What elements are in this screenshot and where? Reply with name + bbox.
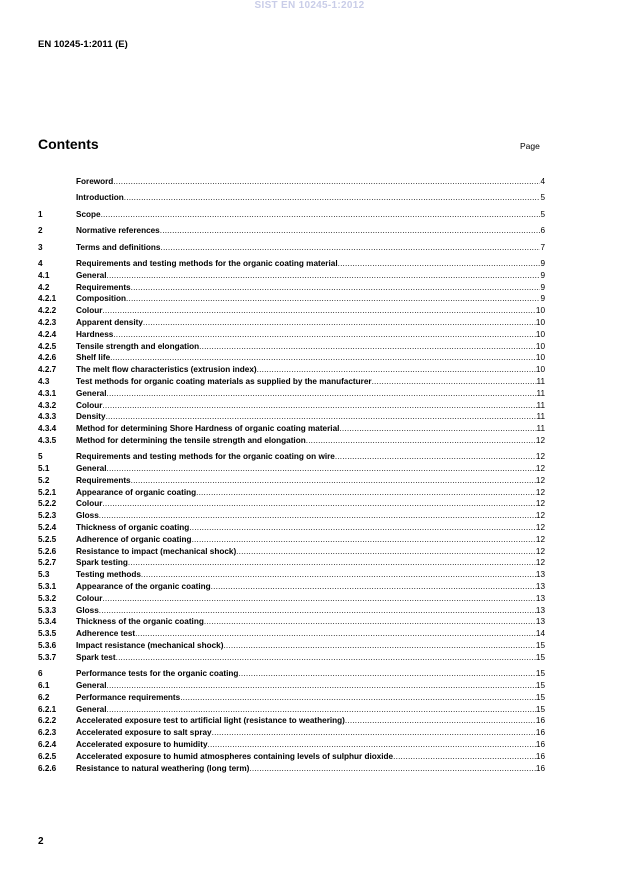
toc-entry-title: Terms and definitions — [76, 242, 161, 252]
toc-leader-dots — [223, 640, 535, 652]
toc-leader-dots — [236, 546, 536, 558]
toc-entry[interactable] — [38, 329, 545, 341]
toc-entry-page: 6 — [540, 226, 545, 236]
toc-entry-number: 5.3.6 — [38, 641, 57, 651]
toc-entry-title: Testing methods — [76, 570, 141, 580]
toc-entry[interactable] — [38, 282, 545, 294]
toc-entry[interactable] — [38, 640, 545, 652]
toc-entry-title: Gloss — [76, 511, 99, 521]
toc-entry[interactable] — [38, 546, 545, 558]
toc-entry-number: 5.3.1 — [38, 582, 57, 592]
toc-leader-dots — [208, 739, 536, 751]
toc-entry-number: 4.2.4 — [38, 329, 57, 339]
toc-entry[interactable] — [38, 411, 545, 423]
toc-entry-page: 15 — [535, 669, 545, 679]
toc-entry-title: Apparent density — [76, 317, 143, 327]
toc-leader-dots — [335, 451, 536, 463]
toc-entry[interactable] — [38, 435, 545, 447]
toc-entry[interactable] — [38, 557, 545, 569]
toc-entry-title: Adherence test — [76, 629, 136, 639]
toc-entry-title: General — [76, 388, 107, 398]
toc-entry[interactable] — [38, 534, 545, 546]
toc-entry-page: 4 — [540, 177, 545, 186]
toc-entry-title: Spark testing — [76, 558, 128, 568]
toc-entry-title: Accelerated exposure to salt spray — [76, 728, 212, 738]
toc-leader-dots — [106, 411, 537, 423]
toc-entry[interactable] — [38, 364, 545, 376]
toc-entry-page: 13 — [535, 617, 545, 627]
toc-entry-page: 16 — [535, 763, 545, 773]
toc-entry[interactable] — [38, 593, 545, 605]
toc-entry-number: 4.2 — [38, 282, 50, 292]
toc-entry-title: Foreword — [76, 177, 114, 186]
document-id: EN 10245-1:2011 (E) — [38, 39, 128, 50]
toc-entry[interactable] — [38, 692, 545, 704]
toc-entry[interactable] — [38, 317, 545, 329]
toc-entry-number: 4.3.2 — [38, 400, 57, 410]
toc-entry-title: General — [76, 681, 107, 691]
toc-entry-title: The melt flow characteristics (extrusion index) — [76, 365, 257, 375]
toc-entry-page: 12 — [535, 534, 545, 544]
toc-entry[interactable] — [38, 616, 545, 628]
toc-entry-title: Resistance to impact (mechanical shock) — [76, 546, 237, 556]
toc-entry-page: 10 — [535, 353, 545, 363]
toc-entry-number: 5.3 — [38, 570, 50, 580]
toc-entry-page: 9 — [540, 270, 545, 280]
toc-entry-title: Accelerated exposure to humidity — [76, 740, 208, 750]
toc-entry-title: Colour — [76, 306, 103, 316]
toc-entry[interactable] — [38, 423, 545, 435]
toc-entry-title: Impact resistance (mechanical shock) — [76, 641, 224, 651]
toc-entry-title: Method for determining Shore Hardness of organic coating material — [76, 424, 340, 434]
toc-entry-page: 11 — [536, 388, 545, 398]
toc-entry-title: General — [76, 704, 107, 714]
toc-entry-number: 4.3.3 — [38, 412, 57, 422]
toc-entry-title: Appearance of organic coating — [76, 487, 197, 497]
toc-leader-dots — [113, 176, 540, 188]
toc-entry-number: 5.3.3 — [38, 605, 57, 615]
toc-entry[interactable] — [38, 727, 545, 739]
toc-leader-dots — [180, 692, 536, 704]
toc-entry-title: Appearance of the organic coating — [76, 582, 211, 592]
toc-entry-page: 12 — [535, 523, 545, 533]
toc-entry-page: 12 — [535, 435, 545, 445]
toc-entry-number: 5.2.4 — [38, 523, 57, 533]
toc-entry-number: 3 — [38, 242, 43, 252]
toc-entry-number: 4.2.2 — [38, 306, 57, 316]
toc-entry-page: 12 — [535, 452, 545, 462]
toc-entry-page: 9 — [540, 282, 545, 292]
toc-entry[interactable] — [38, 569, 545, 581]
toc-entry-page: 13 — [535, 570, 545, 580]
toc-leader-dots — [160, 225, 541, 237]
toc-entry-page: 12 — [535, 558, 545, 568]
toc-leader-dots — [249, 763, 536, 775]
toc-entry-page: 15 — [535, 681, 545, 691]
toc-entry-number: 4.2.3 — [38, 317, 57, 327]
toc-leader-dots — [107, 388, 537, 400]
toc-entry-title: Scope — [76, 209, 101, 219]
toc-entry[interactable] — [38, 270, 545, 282]
toc-entry[interactable] — [38, 209, 545, 221]
toc-entry[interactable] — [38, 376, 545, 388]
toc-entry-number: 5.3.5 — [38, 629, 57, 639]
toc-entry[interactable] — [38, 628, 545, 640]
toc-entry[interactable] — [38, 451, 545, 463]
toc-entry-number: 6.2 — [38, 692, 50, 702]
toc-leader-dots — [107, 463, 536, 475]
toc-entry-number: 5.2.3 — [38, 511, 57, 521]
toc-entry-title: Adherence of organic coating — [76, 534, 192, 544]
toc-leader-dots — [102, 305, 536, 317]
toc-leader-dots — [199, 341, 536, 353]
toc-entry-title: Spark test — [76, 652, 116, 662]
toc-leader-dots — [102, 593, 536, 605]
toc-entry-page: 11 — [536, 424, 545, 434]
toc-entry[interactable] — [38, 498, 545, 510]
toc-leader-dots — [107, 680, 536, 692]
toc-entry[interactable] — [38, 680, 545, 692]
toc-entry-number: 6.2.4 — [38, 740, 57, 750]
toc-leader-dots — [102, 400, 536, 412]
toc-entry[interactable] — [38, 242, 545, 254]
toc-entry[interactable] — [38, 522, 545, 534]
toc-entry-page: 16 — [535, 728, 545, 738]
toc-entry-number: 5.2.1 — [38, 487, 57, 497]
toc-entry-page: 5 — [540, 209, 545, 219]
toc-entry-number: 4 — [38, 258, 43, 268]
toc-leader-dots — [110, 352, 536, 364]
toc-entry-page: 12 — [535, 475, 545, 485]
toc-entry-page: 12 — [535, 464, 545, 474]
toc-entry-title: Normative references — [76, 226, 160, 236]
toc-entry-title: Introduction — [76, 193, 124, 203]
toc-entry-title: Accelerated exposure to humid atmospheres containing levels of sulphur dioxide — [76, 751, 394, 761]
toc-entry-number: 5.2.6 — [38, 546, 57, 556]
toc-entry-page: 9 — [540, 294, 545, 304]
toc-entry-title: Thickness of organic coating — [76, 523, 190, 533]
toc-leader-dots — [189, 522, 536, 534]
toc-entry[interactable] — [38, 652, 545, 664]
toc-entry-number: 2 — [38, 226, 43, 236]
toc-leader-dots — [116, 652, 536, 664]
toc-entry-page: 16 — [535, 716, 545, 726]
toc-entry-title: Resistance to natural weathering (long term) — [76, 763, 250, 773]
toc-entry-title: Density — [76, 412, 106, 422]
toc-entry[interactable] — [38, 388, 545, 400]
toc-entry[interactable] — [38, 704, 545, 716]
toc-entry-number: 6.1 — [38, 681, 50, 691]
toc-entry-number: 4.2.7 — [38, 365, 57, 375]
page-column-label: Page — [520, 141, 540, 151]
toc-entry-page: 12 — [535, 511, 545, 521]
toc-leader-dots — [372, 376, 537, 388]
toc-entry-page: 5 — [540, 193, 545, 203]
toc-entry-number: 6.2.1 — [38, 704, 57, 714]
toc-entry-number: 5.1 — [38, 464, 50, 474]
toc-entry[interactable] — [38, 305, 545, 317]
toc-entry-page: 9 — [540, 258, 545, 268]
toc-entry-number: 5 — [38, 452, 43, 462]
toc-entry[interactable] — [38, 739, 545, 751]
toc-entry[interactable] — [38, 581, 545, 593]
toc-entry[interactable] — [38, 510, 545, 522]
toc-leader-dots — [128, 557, 536, 569]
toc-entry-title: Test methods for organic coating materials as supplied by the manufacturer — [76, 376, 372, 386]
toc-entry-title: Colour — [76, 400, 103, 410]
toc-leader-dots — [338, 258, 541, 270]
toc-leader-dots — [204, 616, 536, 628]
toc-entry-page: 14 — [535, 629, 545, 639]
toc-leader-dots — [393, 751, 536, 763]
toc-leader-dots — [131, 282, 541, 294]
toc-entry-title: Method for determining the tensile strength and elongation — [76, 435, 306, 445]
toc-entry-number: 4.3.5 — [38, 435, 57, 445]
contents-heading: Contents — [38, 136, 99, 152]
toc-entry-page: 10 — [535, 365, 545, 375]
toc-entry[interactable] — [38, 751, 545, 763]
toc-entry-number: 4.3.4 — [38, 424, 57, 434]
toc-entry[interactable] — [38, 225, 545, 237]
toc-entry-title: Requirements — [76, 475, 131, 485]
toc-entry-page: 10 — [535, 317, 545, 327]
toc-entry-page: 10 — [535, 341, 545, 351]
toc-entry-number: 6 — [38, 669, 43, 679]
toc-leader-dots — [306, 435, 536, 447]
toc-entry-number: 5.2 — [38, 475, 50, 485]
toc-entry-number: 4.3 — [38, 376, 50, 386]
toc-entry-title: Requirements and testing methods for the organic coating on wire — [76, 452, 335, 462]
toc-entry-number: 5.2.5 — [38, 534, 57, 544]
toc-entry-title: General — [76, 270, 107, 280]
toc-entry-page: 15 — [535, 704, 545, 714]
toc-entry-page: 12 — [535, 546, 545, 556]
toc-entry-number: 1 — [38, 209, 43, 219]
toc-leader-dots — [160, 242, 540, 254]
toc-leader-dots — [196, 487, 536, 499]
toc-entry[interactable] — [38, 176, 545, 188]
toc-entry-page: 7 — [540, 242, 545, 252]
toc-entry-number: 4.2.6 — [38, 353, 57, 363]
toc-leader-dots — [99, 510, 536, 522]
toc-entry-title: Performance requirements — [76, 692, 181, 702]
toc-entry-page: 12 — [535, 499, 545, 509]
toc-entry[interactable] — [38, 192, 545, 204]
toc-leader-dots — [99, 605, 536, 617]
toc-leader-dots — [257, 364, 536, 376]
toc-entry-number: 6.2.3 — [38, 728, 57, 738]
toc-leader-dots — [212, 727, 536, 739]
toc-leader-dots — [113, 329, 536, 341]
toc-entry-title: Requirements and testing methods for the organic coating material — [76, 258, 338, 268]
toc-leader-dots — [101, 209, 541, 221]
toc-entry-number: 5.2.7 — [38, 558, 57, 568]
toc-entry-number: 6.2.2 — [38, 716, 57, 726]
toc-entry-page: 13 — [535, 593, 545, 603]
toc-leader-dots — [124, 192, 541, 204]
toc-entry[interactable] — [38, 352, 545, 364]
toc-entry-title: General — [76, 464, 107, 474]
toc-entry-page: 11 — [536, 400, 545, 410]
toc-entry-page: 12 — [535, 487, 545, 497]
toc-entry-number: 5.3.4 — [38, 617, 57, 627]
toc-entry-page: 15 — [535, 652, 545, 662]
toc-entry-page: 10 — [535, 306, 545, 316]
toc-entry[interactable] — [38, 293, 545, 305]
table-of-contents — [38, 176, 545, 774]
toc-entry-title: Shelf life — [76, 353, 111, 363]
toc-entry[interactable] — [38, 475, 545, 487]
toc-entry[interactable] — [38, 605, 545, 617]
toc-entry-number: 6.2.6 — [38, 763, 57, 773]
toc-leader-dots — [211, 581, 536, 593]
toc-entry-number: 4.3.1 — [38, 388, 57, 398]
toc-entry-page: 15 — [535, 692, 545, 702]
toc-entry[interactable] — [38, 341, 545, 353]
toc-entry-title: Gloss — [76, 605, 99, 615]
toc-leader-dots — [192, 534, 536, 546]
toc-entry-number: 5.3.7 — [38, 652, 57, 662]
toc-entry-page: 15 — [535, 641, 545, 651]
toc-entry-number: 5.3.2 — [38, 593, 57, 603]
toc-entry-number: 4.1 — [38, 270, 50, 280]
toc-entry[interactable] — [38, 715, 545, 727]
toc-entry[interactable] — [38, 487, 545, 499]
toc-leader-dots — [345, 715, 536, 727]
toc-entry-page: 16 — [535, 740, 545, 750]
toc-entry[interactable] — [38, 668, 545, 680]
toc-entry-title: Colour — [76, 593, 103, 603]
toc-entry-title: Thickness of the organic coating — [76, 617, 204, 627]
toc-leader-dots — [135, 628, 536, 640]
toc-entry[interactable] — [38, 400, 545, 412]
toc-leader-dots — [107, 704, 536, 716]
toc-leader-dots — [143, 317, 536, 329]
toc-entry-title: Composition — [76, 294, 127, 304]
toc-entry[interactable] — [38, 763, 545, 775]
toc-entry-title: Tensile strength and elongation — [76, 341, 200, 351]
toc-entry-title: Colour — [76, 499, 103, 509]
footer-page-number: 2 — [38, 836, 44, 847]
toc-entry-title: Accelerated exposure test to artificial light (resistance to weathering) — [76, 716, 345, 726]
toc-entry-page: 16 — [535, 751, 545, 761]
toc-leader-dots — [141, 569, 536, 581]
toc-leader-dots — [131, 475, 536, 487]
toc-leader-dots — [126, 293, 540, 305]
toc-entry[interactable] — [38, 463, 545, 475]
toc-leader-dots — [102, 498, 536, 510]
toc-entry-page: 13 — [535, 582, 545, 592]
toc-entry-number: 6.2.5 — [38, 751, 57, 761]
toc-entry-page: 11 — [536, 412, 545, 422]
toc-leader-dots — [339, 423, 536, 435]
toc-entry-page: 11 — [536, 376, 545, 386]
toc-leader-dots — [107, 270, 541, 282]
toc-entry-page: 13 — [535, 605, 545, 615]
toc-entry-title: Performance tests for the organic coating — [76, 669, 239, 679]
toc-entry-number: 5.2.2 — [38, 499, 57, 509]
watermark: SIST EN 10245-1:2012 — [254, 0, 365, 11]
toc-entry-title: Requirements — [76, 282, 131, 292]
toc-entry-number: 4.2.1 — [38, 294, 57, 304]
toc-leader-dots — [238, 668, 535, 680]
toc-entry-number: 4.2.5 — [38, 341, 57, 351]
toc-entry-title: Hardness — [76, 329, 114, 339]
toc-entry[interactable] — [38, 258, 545, 270]
toc-entry-page: 10 — [535, 329, 545, 339]
